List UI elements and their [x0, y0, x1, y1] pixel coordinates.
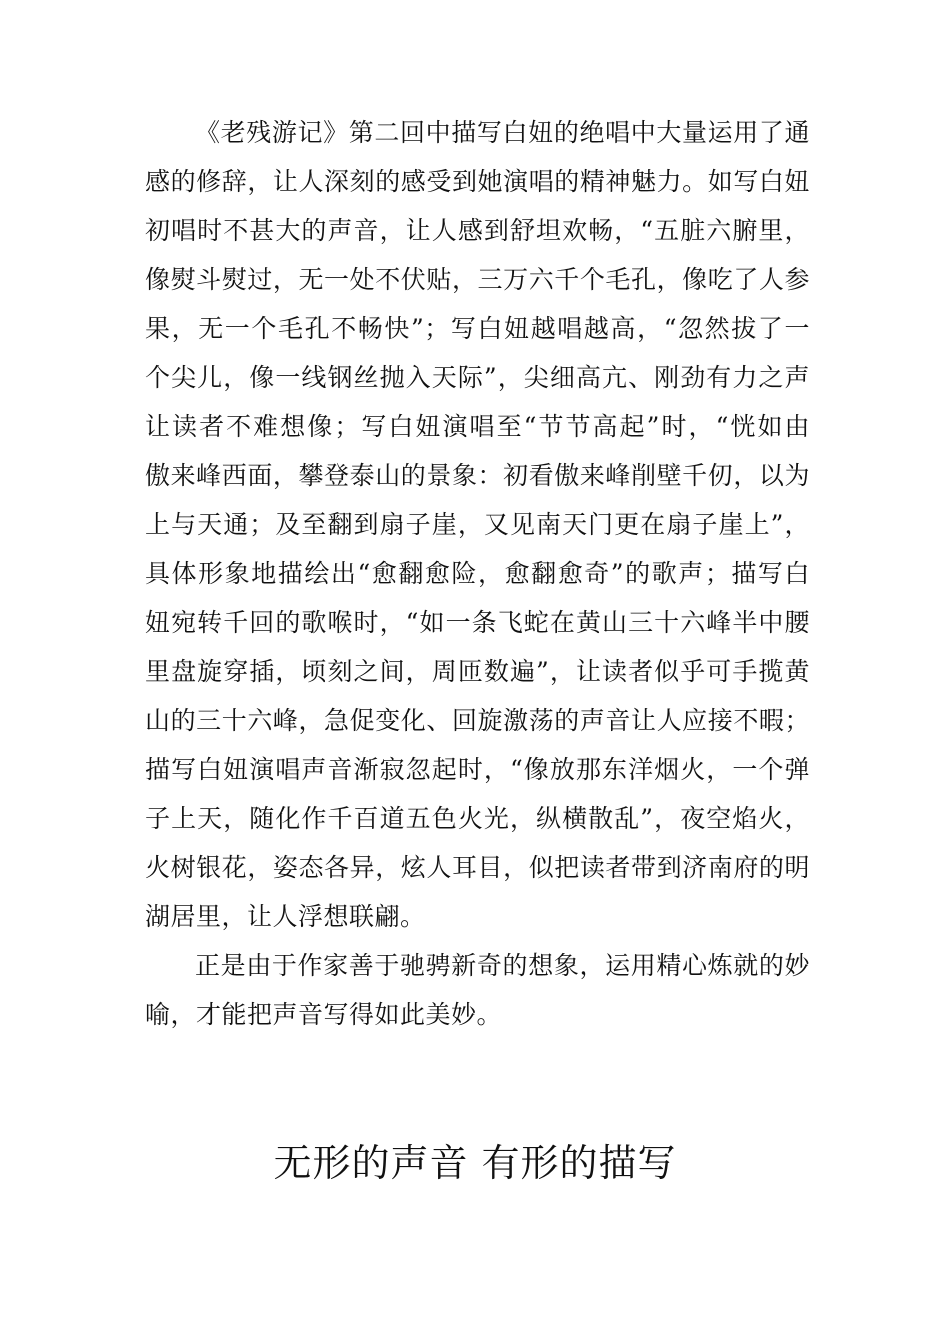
- paragraph-1-line-8: 傲来峰西面，攀登泰山的景象：初看傲来峰削壁千仞，以为: [145, 461, 810, 490]
- paragraph-1-line-7: 让读者不难想像；写白妞演唱至“节节高起”时，“恍如由: [145, 412, 810, 441]
- paragraph-2-line-1: 正是由于作家善于驰骋新奇的想象，运用精心炼就的妙: [195, 951, 810, 980]
- paragraph-1-line-2: 感的修辞，让人深刻的感受到她演唱的精神魅力。如写白妞: [145, 167, 810, 196]
- paragraph-1-line-17: 湖居里，让人浮想联翩。: [145, 902, 426, 931]
- paragraph-1-line-4: 像熨斗熨过，无一处不伏贴，三万六千个毛孔，像吃了人参: [145, 265, 810, 294]
- body-text: [145, 108, 810, 1039]
- paragraph-1-line-6: 个尖儿，像一线钢丝抛入天际”，尖细高亢、刚劲有力之声: [145, 363, 810, 392]
- paragraph-1-line-12: 里盘旋穿插，顷刻之间，周匝数遍”，让读者似乎可手揽黄: [145, 657, 810, 686]
- paragraph-1-line-5: 果，无一个毛孔不畅快”；写白妞越唱越高，“忽然拔了一: [145, 314, 810, 343]
- paragraph-1-line-16: 火树银花，姿态各异，炫人耳目，似把读者带到济南府的明: [145, 853, 810, 882]
- paragraph-1-line-9: 上与天通；及至翻到扇子崖，又见南天门更在扇子崖上”，: [145, 510, 810, 539]
- paragraph-1-line-10: 具体形象地描绘出“愈翻愈险，愈翻愈奇”的歌声；描写白: [145, 559, 810, 588]
- paragraph-1-line-14: 描写白妞演唱声音渐寂忽起时，“像放那东洋烟火，一个弹: [145, 755, 810, 784]
- paragraph-1-line-13: 山的三十六峰，急促变化、回旋激荡的声音让人应接不暇；: [145, 706, 810, 735]
- paragraph-1-line-11: 妞宛转千回的歌喉时，“如一条飞蛇在黄山三十六峰半中腰: [145, 608, 810, 637]
- paragraph-1-line-15: 子上天，随化作千百道五色火光，纵横散乱”，夜空焰火，: [145, 804, 810, 833]
- section-title: 无形的声音 有形的描写: [273, 1141, 677, 1185]
- paragraph-1-line-1: 《老残游记》第二回中描写白妞的绝唱中大量运用了通: [195, 118, 810, 147]
- paragraph-2-line-2: 喻，才能把声音写得如此美妙。: [145, 1000, 503, 1029]
- paragraph-1-line-3: 初唱时不甚大的声音，让人感到舒坦欢畅，“五脏六腑里，: [145, 216, 810, 245]
